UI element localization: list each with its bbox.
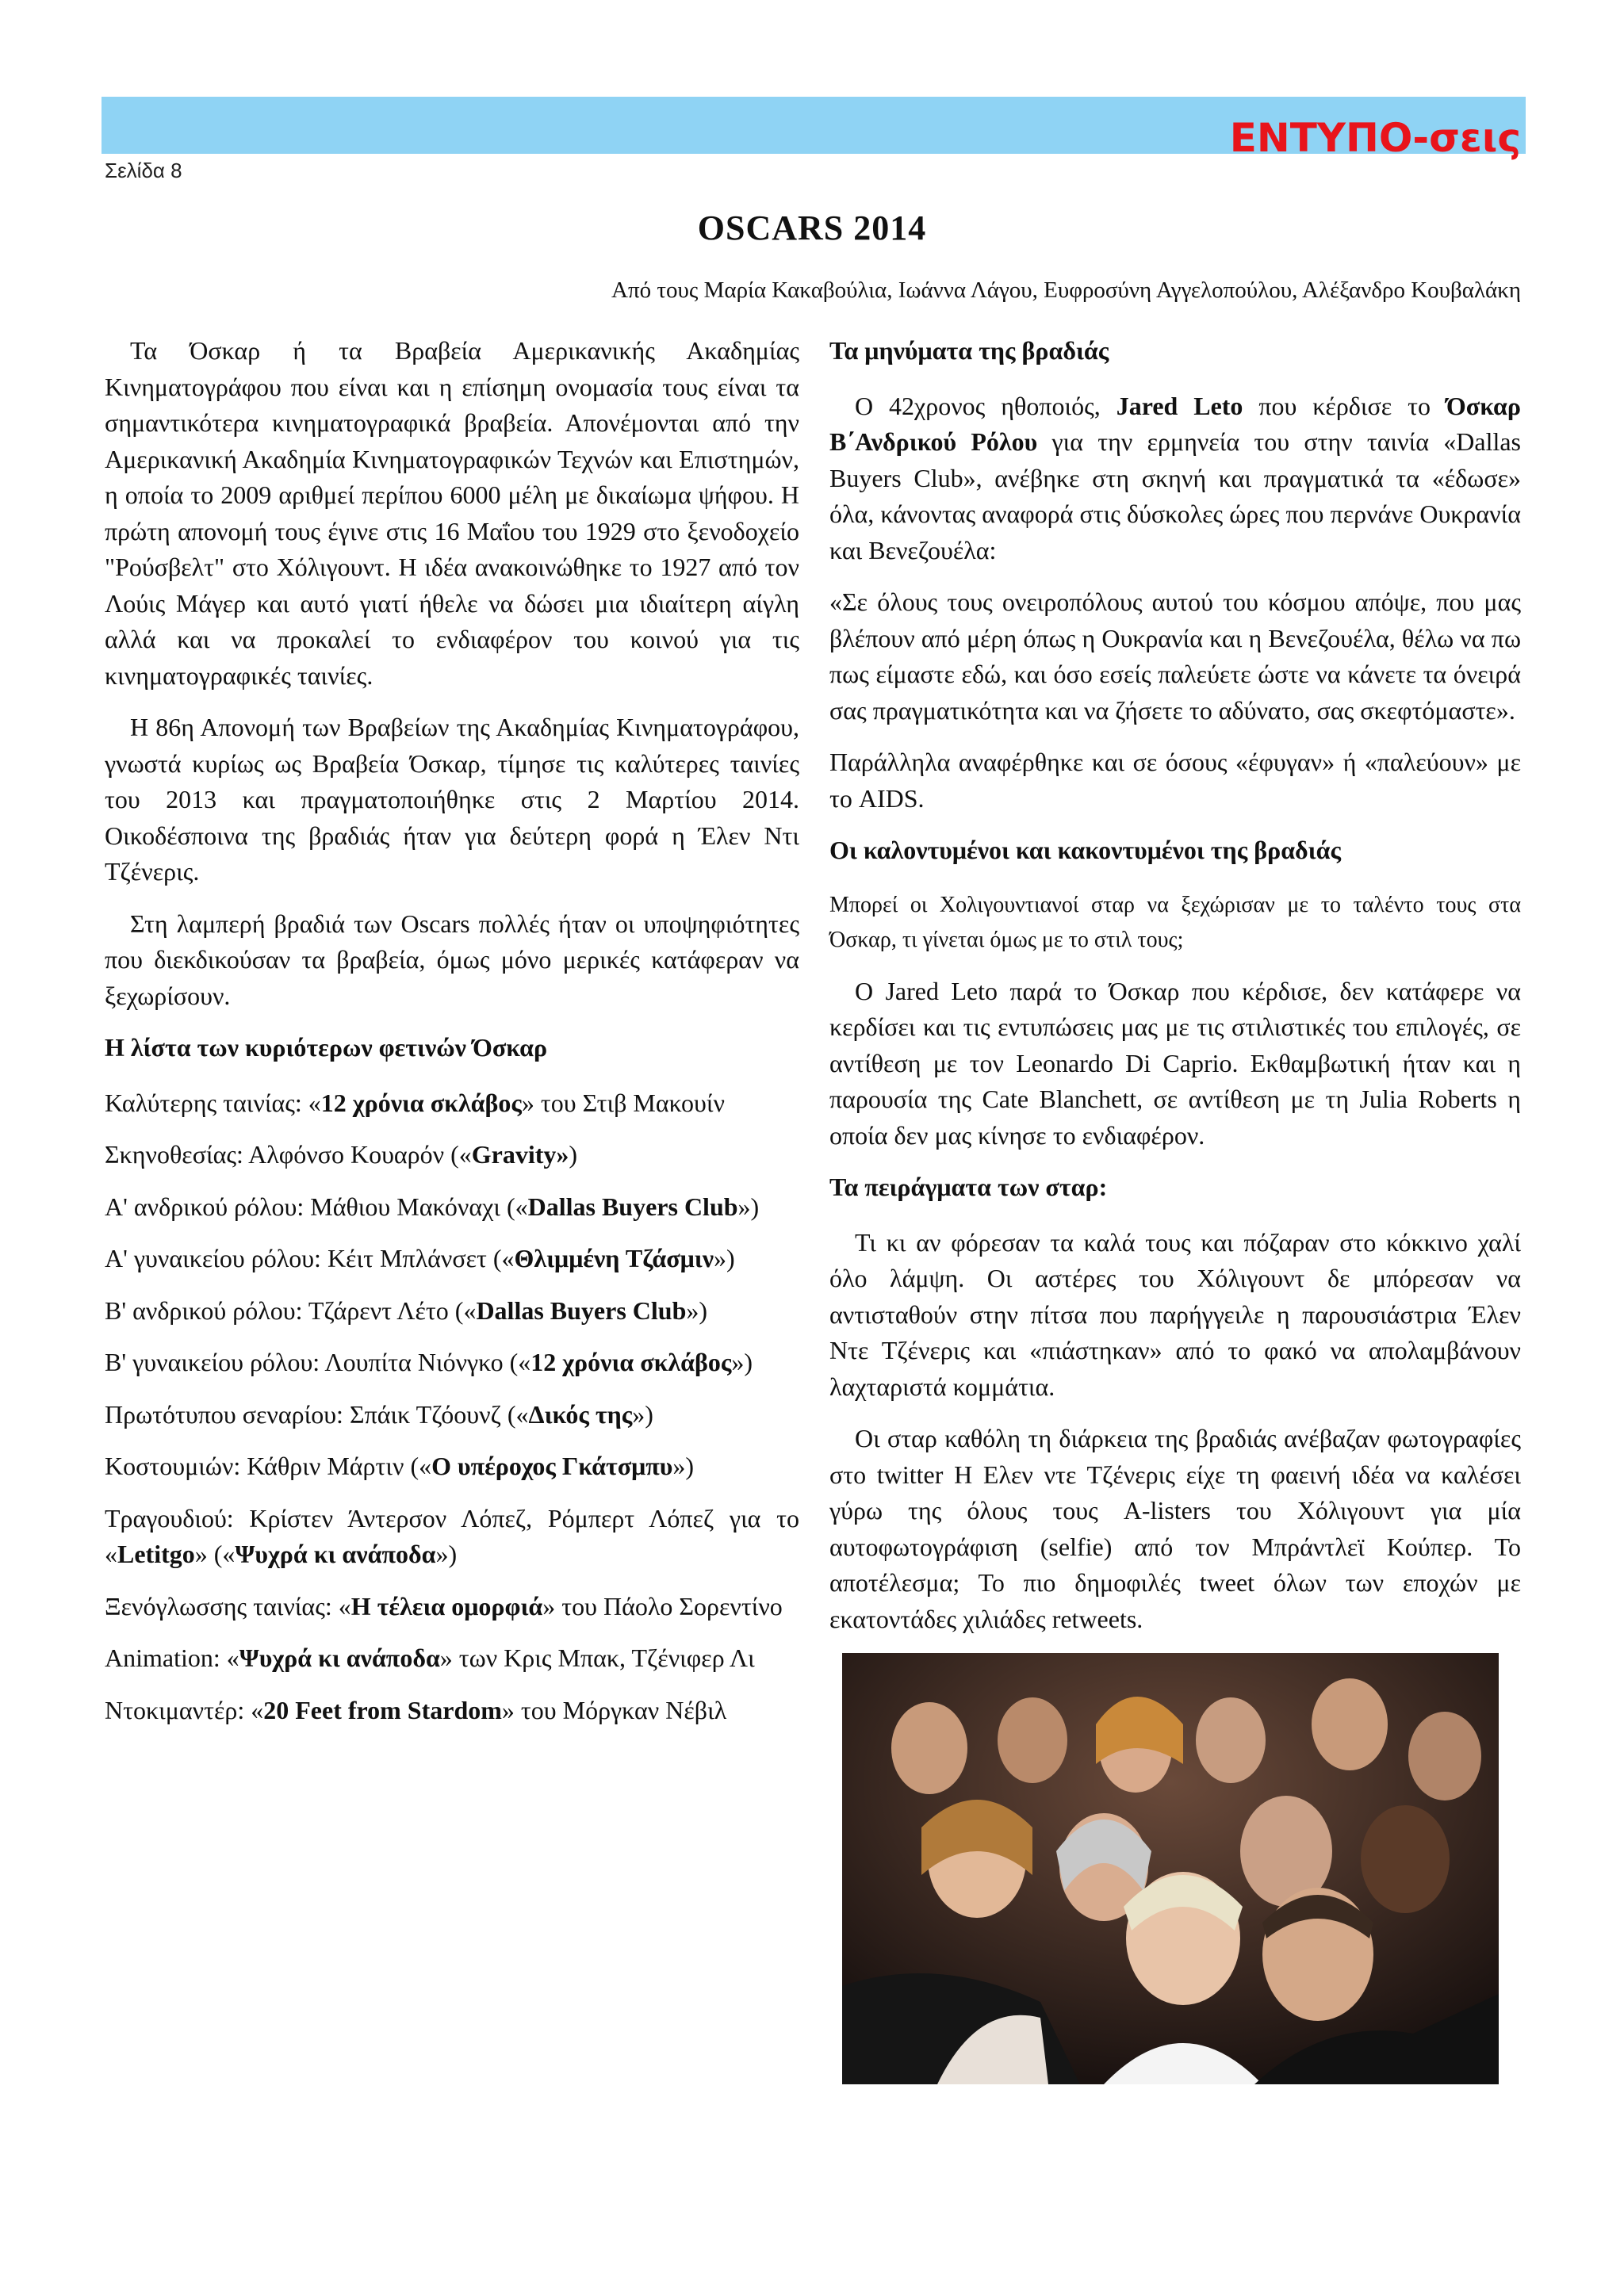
dressed-intro: Μπορεί οι Χολιγουντιανοί σταρ να ξεχώρισαν με το ταλέντο τους στα Όσκαρ, τι γίνεται όμως με το στιλ τους;	[829, 892, 1521, 952]
award-item: Ξενόγλωσσης ταινίας: «Η τέλεια ομορφιά» του Πάολο Σορεντίνο	[105, 1591, 783, 1621]
dressed-heading: Οι καλοντυμένοι και κακοντυμένοι της βραδιάς	[829, 836, 1341, 864]
aids-paragraph: Παράλληλα αναφέρθηκε και σε όσους «έφυγαν» ή «παλεύουν» με το AIDS.	[829, 748, 1521, 813]
messages-heading: Τα μηνύματα της βραδιάς	[829, 336, 1109, 365]
intro-paragraph-1: Τα Όσκαρ ή τα Βραβεία Αμερικανικής Ακαδημίας Κινηματογράφου που είναι και η επίσημη ονομασία τους είναι τα σημαντικότερα κινηματογραφικά βραβεία. Απονέμονται από την Αμερικανική Ακαδημία Κινηματογραφικών Τεχνών και Επιστημών, η οποία το 2009 αριθμεί περίπου 6000 μέλη με δικαίωμα ψήφου. Η πρώτη απονομή τους έγινε στις 16 Μαΐου του 1929 στο ξενοδοχείο "Ρούσβελτ" στο Χόλιγουντ. Η ιδέα ανακοινώθηκε το 1927 από τον Λούις Μάγερ και αυτό γιατί ήθελε να δώσει μια ιδιαίτερη αίγλη αλλά και να προκαλεί το ενδιαφέρον του κοινού για τις κινηματογραφικές ταινίες.	[105, 336, 799, 690]
award-item: Α' ανδρικού ρόλου: Μάθιου Μακόναχι («Dallas Buyers Club»)	[105, 1192, 760, 1221]
award-item: Β' γυναικείου ρόλου: Λουπίτα Νιόνγκο («12 χρόνια σκλάβος»)	[105, 1348, 753, 1376]
dressed-paragraph: Ο Jared Leto παρά το Όσκαρ που κέρδισε, δεν κατάφερε να κερδίσει και τις εντυπώσεις μας με τις στιλιστικές του επιλογές, σε αντίθεση με τον Leonardo Di Caprio. Εκθαμβωτική ήταν και η παρουσία της Cate Blanchett, σε αντίθεση με τη Julia Roberts η οποία δεν μας κίνησε το ενδιαφέρον.	[829, 976, 1521, 1150]
award-item: Β' ανδρικού ρόλου: Τζάρεντ Λέτο («Dallas Buyers Club»)	[105, 1295, 708, 1325]
award-item: Καλύτερης ταινίας: «12 χρόνια σκλάβος» του Στιβ Μακουίν	[105, 1088, 725, 1117]
article-authors: Από τους Μαρία Κακαβούλια, Ιωάννα Λάγου, Ευφροσύνη Αγγελοπούλου, Αλέξανδρο Κουβαλάκη	[611, 277, 1521, 303]
awards-heading: Η λίστα των κυριότερων φετινών Όσκαρ	[105, 1033, 548, 1062]
award-item: Κοστουμιών: Κάθριν Μάρτιν («Ο υπέροχος Γκάτσμπυ»)	[105, 1452, 695, 1480]
page-number: Σελίδα 8	[105, 159, 182, 182]
messages-paragraph: Ο 42χρονος ηθοποιός, Jared Leto που κέρδισε το Όσκαρ Β΄Ανδρικού Ρόλου για την ερμηνεία του στην ταινία «Dallas Buyers Club», ανέβηκε στη σκηνή και πραγματικά τα «έδωσε» όλα, κάνοντας αναφορά στις δύσκολες ώρες που περνάνε Ουκρανία και Βενεζουέλα:	[829, 391, 1522, 564]
article-title: OSCARS 2014	[697, 209, 927, 247]
pranks-paragraph-2: Οι σταρ καθόλη τη διάρκεια της βραδιάς ανέβαζαν φωτογραφίες στο twitter Η Ελεν ντε Τζένερις είχε τη φαεινή ιδέα να καλέσει γύρω της όλους τους A-listers του Χόλιγουντ για μία αυτοφωτογράφιση (selfie) από τον Μπράντλεϊ Κούπερ. Το αποτέλεσμα; Το πιο δημοφιλές tweet όλων των εποχών με εκατοντάδες χιλιάδες retweets.	[829, 1424, 1521, 1633]
intro-paragraph-3: Στη λαμπερή βραδιά των Oscars πολλές ήταν οι υποψηφιότητες που διεκδικούσαν τα βραβεία, όμως μόνο μερικές κατάφεραν να ξεχωρίσουν.	[105, 909, 799, 1010]
selfie-illustration	[842, 1653, 1499, 2084]
leto-quote: «Σε όλους τους ονειροπόλους αυτού του κόσμου απόψε, που μας βλέπουν από μέρη όπως η Ουκρανία και η Βενεζουέλα, θέλω να πω πως είμαστε εδώ, και όσο εσείς παλεύετε ώστε να κάνετε τα όνειρά σας πραγματικότητα και να ζήσετε το αδύνατο, σας σκεφτόμαστε».	[829, 587, 1521, 725]
award-item: Animation: «Ψυχρά κι ανάποδα» των Κρις Μπακ, Τζένιφερ Λι	[105, 1644, 755, 1672]
oscars-selfie-photo	[842, 1653, 1499, 2084]
pranks-heading: Τα πειράγματα των σταρ:	[829, 1173, 1108, 1201]
award-item: Πρωτότυπου σεναρίου: Σπάικ Τζόουνζ («Δικός της»)	[105, 1399, 653, 1429]
intro-paragraph-2: Η 86η Απονομή των Βραβείων της Ακαδημίας Κινηματογράφου, γνωστά κυρίως ως Βραβεία Όσκαρ, τίμησε τις καλύτερες ταινίες του 2013 και πραγματοποιήθηκε στις 2 Μαρτίου 2014. Οικοδέσποινα της βραδιάς ήταν για δεύτερη φορά η Έλεν Ντι Τζένερις.	[105, 713, 799, 886]
masthead: ΕΝΤΥΠΟ-σεις	[1229, 115, 1521, 161]
award-item: Σκηνοθεσίας: Αλφόνσο Κουαρόν («Gravity»)	[105, 1140, 578, 1169]
left-column	[105, 333, 799, 1744]
award-item: Ντοκιμαντέρ: «20 Feet from Stardom» του Μόργκαν Νέβιλ	[105, 1695, 727, 1724]
right-column	[829, 333, 1521, 2084]
pranks-paragraph-1: Τι κι αν φόρεσαν τα καλά τους και πόζαραν στο κόκκινο χαλί όλο λάμψη. Οι αστέρες του Χόλιγουντ δε μπόρεσαν να αντισταθούν στην πίτσα που παρήγγειλε η παρουσιάστρια Έλεν Ντε Τζένερις και «πιάστηκαν» από το φακό να απολαμβάνουν λαχταριστά κομμάτια.	[829, 1227, 1521, 1401]
award-item: Τραγουδιού: Κρίστεν Άντερσον Λόπεζ, Ρόμπερτ Λόπεζ για το «Letitgo» («Ψυχρά κι ανάποδα»)	[105, 1503, 799, 1568]
award-item: Α' γυναικείου ρόλου: Κέιτ Μπλάνσετ («Θλιμμένη Τζάσμιν»)	[105, 1244, 735, 1272]
